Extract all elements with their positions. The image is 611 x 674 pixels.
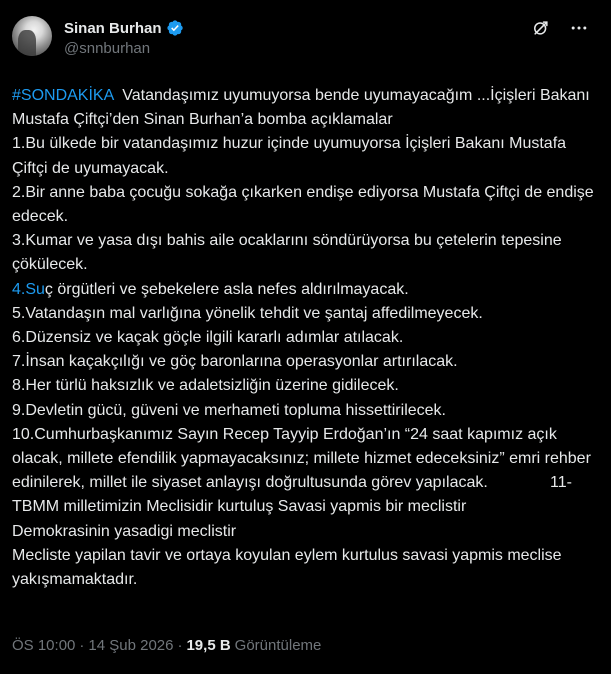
tweet-line-4: ç örgütleri ve şebekelere asla nefes aldırılmayacak. xyxy=(44,280,409,298)
avatar[interactable] xyxy=(12,16,52,56)
verified-badge-icon xyxy=(166,19,184,37)
tweet-line-9: 9.Devletin gücü, güveni ve merhameti topluma hissettirilecek. xyxy=(12,401,446,419)
tweet-line-11: 11-TBMM milletimizin Meclisidir kurtuluş Savasi yapmis bir meclistir xyxy=(12,474,572,516)
tweet-header xyxy=(12,12,599,64)
tweet-line-13: Mecliste yapilan tavir ve ortaya koyulan eylem kurtulus savasi yapmis meclise yakışmamaktadır. xyxy=(12,546,566,589)
meta-separator: · xyxy=(79,637,85,654)
author-info xyxy=(64,18,184,57)
tweet-date[interactable]: 14 Şub 2026 xyxy=(88,637,174,654)
tweet-line-3: 3.Kumar ve yasa dışı bahis aile ocaklarını söndürüyorsa bu çetelerin tepesine çökülecek. xyxy=(12,232,567,274)
auto-link[interactable]: 4.Su xyxy=(12,280,45,298)
tweet-text xyxy=(12,84,599,592)
tweet-meta xyxy=(12,637,321,654)
author-display-name[interactable]: Sinan Burhan xyxy=(64,19,162,37)
tweet-line-8: 8.Her türlü haksızlık ve adaletsizliğin üzerine gidilecek. xyxy=(12,377,399,395)
author-handle[interactable]: @snnburhan xyxy=(64,40,151,57)
hashtag-link[interactable]: #SONDAKİKA xyxy=(12,87,114,104)
tweet-time[interactable]: ÖS 10:00 xyxy=(12,637,76,654)
tweet-line-6: 6.Düzensiz ve kaçak göçle ilgili kararlı adımlar atılacak. xyxy=(12,329,404,347)
tweet-line-10: 10.Cumhurbaşkanımız Sayın Recep Tayyip Erdoğan’ın “24 saat kapımız açık olacak, millete efendilik yapmayacaksınız; millete hizmet edeceksiniz” emri rehber edinilerek, millet ile siyaset anlayışı doğrultusunda görev yapılacak. xyxy=(12,425,596,492)
more-options-icon[interactable] xyxy=(569,18,589,38)
header-actions xyxy=(531,18,589,38)
tweet-line-5: 5.Vatandaşın mal varlığına yönelik tehdit ve şantaj affedilmeyecek. xyxy=(12,304,483,322)
tweet-line-7: 7.İnsan kaçakçılığı ve göç baronlarına operasyonlar artırılacak. xyxy=(12,353,458,371)
tweet-line-1: 1.Bu ülkede bir vatandaşımız huzur içinde uyumuyorsa İçişleri Bakanı Mustafa Çiftçi de uyumayacak. xyxy=(12,135,571,177)
tweet-intro: Vatandaşımız uyumuyorsa bende uyumayacağım ...İçişleri Bakanı Mustafa Çiftçi’den Sinan Burhan’a bomba açıklamalar xyxy=(12,87,595,129)
views-count[interactable]: 19,5 B xyxy=(186,637,231,654)
tweet-line-2: 2.Bir anne baba çocuğu sokağa çıkarken endişe ediyorsa Mustafa Çiftçi de endişe edecek. xyxy=(12,183,599,226)
meta-separator: · xyxy=(177,637,183,654)
grok-icon[interactable] xyxy=(531,18,551,38)
tweet-line-12: Demokrasinin yasadigi meclistir xyxy=(12,522,237,540)
views-label: Görüntüleme xyxy=(234,637,322,654)
display-name-row xyxy=(64,18,184,38)
